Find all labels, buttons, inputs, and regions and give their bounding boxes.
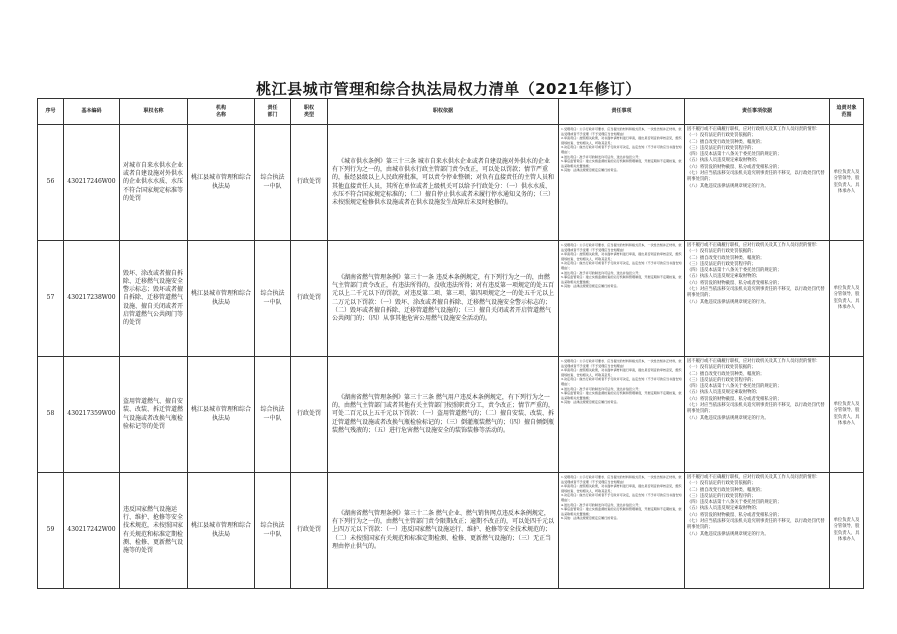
cell-scope: 单位负责人及分管领导、股室负责人、具体承办人 bbox=[830, 125, 864, 241]
header-duty: 责任事项 bbox=[559, 99, 685, 125]
cell-type: 行政处罚 bbox=[291, 241, 328, 357]
table-row bbox=[38, 473, 864, 589]
header-scope: 追责对象 范围 bbox=[830, 99, 864, 125]
cell-dept: 综合执法一中队 bbox=[255, 125, 291, 241]
cell-basis: 《湖南省燃气管理条例》第三十二条 燃气企业、燃气销售网点违反本条例规定，有下列行为之一的，由燃气主管部门责令限期改正；逾期不改正的，可以处四千元以上四万元以下罚款：（一）违反国家燃气设施运行、维护、抢修等安全技术规范的；（二）未按照国家有关规范和标准定期检测、检修、更新燃气设施的；（三）无正当理由停止供气的。 bbox=[328, 473, 559, 589]
table-row bbox=[38, 357, 864, 473]
cell-seq: 58 bbox=[38, 357, 64, 473]
cell-type: 行政处罚 bbox=[291, 473, 328, 589]
cell-org: 桃江县城市管理和综合执法局 bbox=[188, 125, 255, 241]
cell-name: 盗用管道燃气、擅自安装、改装、拆迁管道燃气设施或者改换气瓶检验标记等的处罚 bbox=[120, 357, 188, 473]
header-name: 职权名称 bbox=[120, 99, 188, 125]
table-header-row bbox=[38, 99, 864, 125]
cell-basis: 《湖南省燃气管理条例》第三十一条 违反本条例规定，有下列行为之一的，由燃气主管部门责令改正，有违法所得的，没收违法所得；对有违反第一项规定的处五百元以上二千元以下的罚款，对违反第二项、第三项、第四项规定之一的处五千元以上二万元以下罚款：（一）毁坏、涂改或者擅自拆除、迁移燃气设施安全警示标志的；（二）毁坏或者擅自拆除、迁移管道燃气设施的；（三）擅自关闭或者开启管道燃气公共阀门的；（四）从事其他危害公用燃气设施安全活动的。 bbox=[328, 241, 559, 357]
cell-dept: 综合执法一中队 bbox=[255, 241, 291, 357]
cell-scope: 单位负责人及分管领导、股室负责人、具体承办人 bbox=[830, 357, 864, 473]
cell-org: 桃江县城市管理和综合执法局 bbox=[188, 241, 255, 357]
cell-type: 行政处罚 bbox=[291, 125, 328, 241]
cell-type: 行政处罚 bbox=[291, 357, 328, 473]
table-row bbox=[38, 125, 864, 241]
cell-name: 毁坏、涂改或者擅自拆除、迁移燃气设施安全警示标志；毁坏或者擅自拆除、迁移管道燃气设施、擅自关闭或者开启管道燃气公共阀门等的处罚 bbox=[120, 241, 188, 357]
cell-code: 430217246W00 bbox=[64, 125, 120, 241]
header-duty-basis: 责任事项依据 bbox=[685, 99, 830, 125]
header-basis: 职权依据 bbox=[328, 99, 559, 125]
cell-code: 430217242W00 bbox=[64, 473, 120, 589]
cell-duty: 1.受理责任：公示行政许可要求、应当提交的材料和格式范本，一次性告知补正材料，依法受理或者不予受理（不予受理应当告知理由） 2.审查责任：按照相关政策，对书面申请材料进行审查，提出是否同意的审核意见，组织现场检查、告知相关人，听取其意见； 3.决定责任：做出行政许可或者不予行政许可决定，法定告知（不予许可的应当书面告知理由）； 4.送达责任：准予许可的制发许可证件，送达并信息公开； 5.事后监管责任：建立实施监督检查的运行机制和管理制度，开展定期和不定期检查，依法采取相关处置措施； 6.其他：法律法规规章规定应履行的责任。 bbox=[559, 125, 685, 241]
cell-duty: 1.受理责任：公示行政许可要求、应当提交的材料和格式范本，一次性告知补正材料，依法受理或者不予受理（不予受理应当告知理由） 2.审查责任：按照相关政策，对书面申请材料进行审查，提出是否同意的审核意见，组织现场检查、告知相关人，听取其意见； 3.决定责任：做出行政许可或者不予行政许可决定，法定告知（不予许可的应当书面告知理由）； 4.送达责任：准予许可的制发许可证件，送达并信息公开； 5.事后监管责任：建立实施监督检查的运行机制和管理制度，开展定期和不定期检查，依法采取相关处置措施； 6.其他：法律法规规章规定应履行的责任。 bbox=[559, 241, 685, 357]
cell-seq: 56 bbox=[38, 125, 64, 241]
cell-code: 430217238W00 bbox=[64, 241, 120, 357]
cell-scope: 单位负责人及分管领导、股室负责人、具体承办人 bbox=[830, 241, 864, 357]
power-list-table bbox=[37, 98, 864, 589]
header-seq: 序号 bbox=[38, 99, 64, 125]
cell-seq: 59 bbox=[38, 473, 64, 589]
cell-org: 桃江县城市管理和综合执法局 bbox=[188, 357, 255, 473]
cell-dept: 综合执法一中队 bbox=[255, 473, 291, 589]
header-type: 职权 类型 bbox=[291, 99, 328, 125]
table-row bbox=[38, 241, 864, 357]
cell-org: 桃江县城市管理和综合执法局 bbox=[188, 473, 255, 589]
cell-basis: 《城市供水条例》第三十三条 城市自来水供水企业或者自建设施对外供水的企业有下列行为之一的，由城市供水行政主管部门责令改正，可以处以罚款；情节严重的，报经县级以上人民政府批准，可以责令停业整顿；对负有直接责任的主管人员和其他直接责任人员，其所在单位或者上级机关可以给予行政处分：（一）供水水质、水压不符合国家规定标准的；（二）擅自停止供水或者未履行停水通知义务的；（三）未按照规定检修供水设施或者在供水设施发生故障后未及时抢修的。 bbox=[328, 125, 559, 241]
cell-duty: 1.受理责任：公示行政许可要求、应当提交的材料和格式范本，一次性告知补正材料，依法受理或者不予受理（不予受理应当告知理由） 2.审查责任：按照相关政策，对书面申请材料进行审查，提出是否同意的审核意见，组织现场检查、告知相关人，听取其意见； 3.决定责任：做出行政许可或者不予行政许可决定，法定告知（不予许可的应当书面告知理由）； 4.送达责任：准予许可的制发许可证件，送达并信息公开； 5.事后监管责任：建立实施监督检查的运行机制和管理制度，开展定期和不定期检查，依法采取相关处置措施； 6.其他：法律法规规章规定应履行的责任。 bbox=[559, 357, 685, 473]
cell-scope: 单位负责人及分管领导、股室负责人、具体承办人 bbox=[830, 473, 864, 589]
cell-duty-basis: 因不履行或不正确履行职权，应对行政机关及其工作人员问责的情形： （一）没有法定的行政处罚依据的； （二）擅自改变行政处罚种类、幅度的； （三）违反法定的行政处罚程序的； （四）违反本法第十八条关于委托处罚的规定的； （五）执法人员违反规定索取财物的； （六）将罚没的财物截留、私分或者变相私分的； （七）对应当依法移交司法机关追究刑事责任的不移交，以行政处罚代替刑事处罚的； （八）其他违反法律法规规章规定的行为。 bbox=[685, 241, 830, 357]
header-dept: 责任 部门 bbox=[255, 99, 291, 125]
cell-name: 对城市自来水供水企业或者自建设施对外供水的企业供水水质、水压不符合国家规定标准等的处罚 bbox=[120, 125, 188, 241]
cell-seq: 57 bbox=[38, 241, 64, 357]
page-title: 桃江县城市管理和综合执法局权力清单（2021年修订） bbox=[256, 80, 641, 98]
cell-code: 430217359W00 bbox=[64, 357, 120, 473]
cell-duty-basis: 因不履行或不正确履行职权，应对行政机关及其工作人员问责的情形： （一）没有法定的行政处罚依据的； （二）擅自改变行政处罚种类、幅度的； （三）违反法定的行政处罚程序的； （四）违反本法第十八条关于委托处罚的规定的； （五）执法人员违反规定索取财物的； （六）将罚没的财物截留、私分或者变相私分的； （七）对应当依法移交司法机关追究刑事责任的不移交，以行政处罚代替刑事处罚的； （八）其他违反法律法规规章规定的行为。 bbox=[685, 125, 830, 241]
cell-name: 违反国家燃气设施运行、维护、抢修等安全技术规范，未按照国家有关规范和标准定期检测、检修、更新燃气设施等的处罚 bbox=[120, 473, 188, 589]
header-code: 基本编码 bbox=[64, 99, 120, 125]
cell-duty-basis: 因不履行或不正确履行职权，应对行政机关及其工作人员问责的情形： （一）没有法定的行政处罚依据的； （二）擅自改变行政处罚种类、幅度的； （三）违反法定的行政处罚程序的； （四）违反本法第十八条关于委托处罚的规定的； （五）执法人员违反规定索取财物的； （六）将罚没的财物截留、私分或者变相私分的； （七）对应当依法移交司法机关追究刑事责任的不移交，以行政处罚代替刑事处罚的； （八）其他违反法律法规规章规定的行为。 bbox=[685, 473, 830, 589]
cell-duty-basis: 因不履行或不正确履行职权，应对行政机关及其工作人员问责的情形： （一）没有法定的行政处罚依据的； （二）擅自改变行政处罚种类、幅度的； （三）违反法定的行政处罚程序的； （四）违反本法第十八条关于委托处罚的规定的； （五）执法人员违反规定索取财物的； （六）将罚没的财物截留、私分或者变相私分的； （七）对应当依法移交司法机关追究刑事责任的不移交，以行政处罚代替刑事处罚的； （八）其他违反法律法规规章规定的行为。 bbox=[685, 357, 830, 473]
cell-dept: 综合执法一中队 bbox=[255, 357, 291, 473]
cell-basis: 《湖南省燃气管理条例》第三十三条 燃气用户违反本条例规定，有下列行为之一的，由燃气主管部门或者其他有关主管部门按照职责分工，责令改正；情节严重的，可处二百元以上五千元以下罚款：（一）盗用管道燃气的；（二）擅自安装、改装、拆迁管道燃气设施或者改换气瓶检验标记的；（三）倒灌瓶装燃气的；（四）擅自倾倒瓶装燃气残液的；（五）进行危害燃气设施安全的装饰装修等活动的。 bbox=[328, 357, 559, 473]
cell-duty: 1.受理责任：公示行政许可要求、应当提交的材料和格式范本，一次性告知补正材料，依法受理或者不予受理（不予受理应当告知理由） 2.审查责任：按照相关政策，对书面申请材料进行审查，提出是否同意的审核意见，组织现场检查、告知相关人，听取其意见； 3.决定责任：做出行政许可或者不予行政许可决定，法定告知（不予许可的应当书面告知理由）； 4.送达责任：准予许可的制发许可证件，送达并信息公开； 5.事后监管责任：建立实施监督检查的运行机制和管理制度，开展定期和不定期检查，依法采取相关处置措施； 6.其他：法律法规规章规定应履行的责任。 bbox=[559, 473, 685, 589]
header-org: 机构 名称 bbox=[188, 99, 255, 125]
